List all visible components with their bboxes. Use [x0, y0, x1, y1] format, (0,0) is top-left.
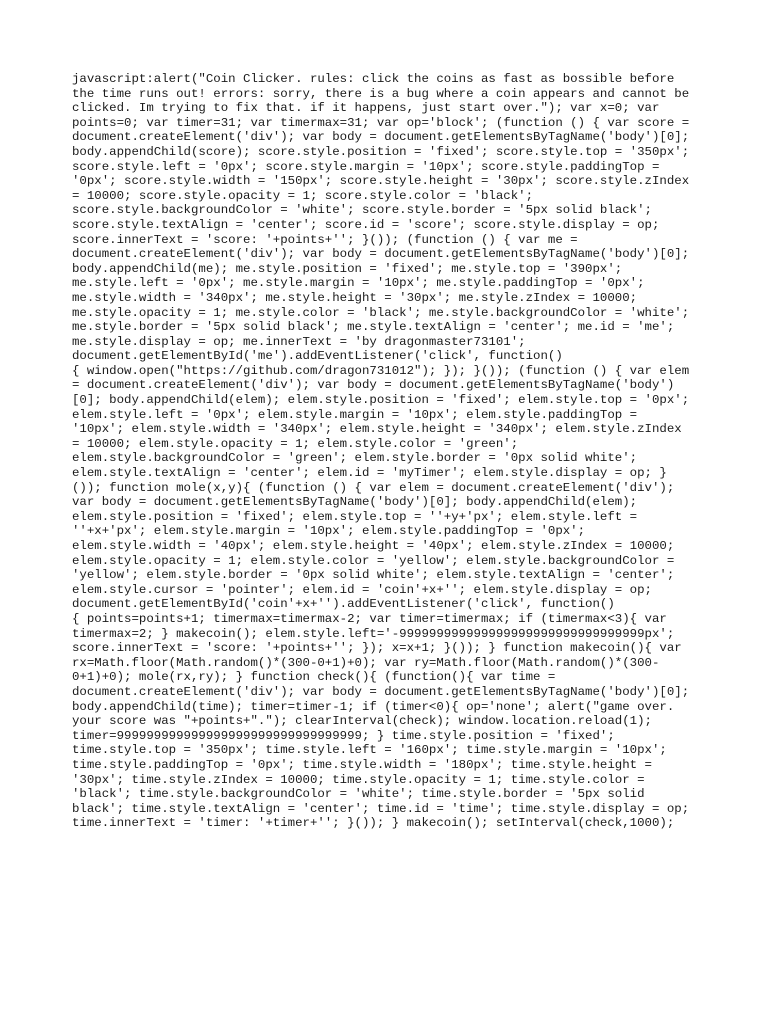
code-line: me.style.left = '0px'; me.style.margin = '10px'; me.style.paddingTop = '0px'; [72, 276, 645, 291]
code-line: timer=999999999999999999999999999999999; } time.style.position = 'fixed'; [72, 728, 615, 743]
code-line: { points=points+1; timermax=timermax-2; var timer=timermax; if (timermax<3){ var [72, 611, 667, 626]
code-line: elem.style.cursor = 'pointer'; elem.id = 'coin'+x+''; elem.style.display = op; [72, 582, 652, 597]
code-line: elem.style.textAlign = 'center'; elem.id = 'myTimer'; elem.style.display = op; } [72, 466, 667, 481]
code-line: document.createElement('div'); var body = document.getElementsByTagName('body')[0]; [72, 130, 690, 145]
code-line: '0px'; score.style.width = '150px'; score.style.height = '30px'; score.style.zIndex [72, 174, 690, 189]
code-line: me.style.opacity = 1; me.style.color = 'black'; me.style.backgroundColor = 'white'; [72, 305, 690, 320]
code-line: '30px'; time.style.zIndex = 10000; time.style.opacity = 1; time.style.color = [72, 772, 645, 787]
code-line: me.style.width = '340px'; me.style.height = '30px'; me.style.zIndex = 10000; [72, 290, 638, 305]
code-line: score.style.left = '0px'; score.style.margin = '10px'; score.style.paddingTop = [72, 159, 660, 174]
code-line: black'; time.style.textAlign = 'center'; time.id = 'time'; time.style.display = op; [72, 801, 690, 816]
code-line: elem.style.width = '40px'; elem.style.height = '40px'; elem.style.zIndex = 10000; [72, 539, 675, 553]
code-line: your score was "+points+"."); clearInterval(check); window.location.reload(1); [72, 714, 652, 729]
code-line: time.style.top = '350px'; time.style.left = '160px'; time.style.margin = '10px'; [72, 743, 667, 758]
code-line: = document.createElement('div'); var body = document.getElementsByTagName('body') [72, 378, 675, 393]
code-line: var body = document.getElementsByTagName('body')[0]; body.appendChild(elem); [72, 495, 638, 510]
bookmarklet-code-text [72, 72, 702, 831]
code-line: me.style.border = '5px solid black'; me.style.textAlign = 'center'; me.id = 'me'; [72, 320, 675, 335]
code-line: timermax=2; } makecoin(); elem.style.left='-999999999999999999999999999999999px'; [72, 626, 675, 641]
code-line: the time runs out! errors: sorry, there is a bug where a coin appears and cannot be [72, 86, 690, 101]
code-line: javascript:alert("Coin Clicker. rules: click the coins as fast as bossible before [72, 72, 675, 86]
code-line: clicked. Im trying to fix that. if it happens, just start over."); var x=0; var [72, 101, 660, 116]
code-line: elem.style.opacity = 1; elem.style.color = 'yellow'; elem.style.backgroundColor = [72, 553, 675, 568]
code-line: document.createElement('div'); var body = document.getElementsByTagName('body')[0]; [72, 247, 690, 262]
code-line: [0]; body.appendChild(elem); elem.style.position = 'fixed'; elem.style.top = '0px'; [72, 393, 690, 408]
code-line: elem.style.backgroundColor = 'green'; elem.style.border = '0px solid white'; [72, 451, 638, 466]
code-line: time.style.paddingTop = '0px'; time.style.width = '180px'; time.style.height = [72, 757, 652, 772]
code-line: document.getElementById('me').addEventListener('click', function() [72, 349, 563, 364]
code-line: document.createElement('div'); var body = document.getElementsByTagName('body')[0]; [72, 684, 690, 699]
code-line: body.appendChild(time); timer=timer-1; if (timer<0){ op='none'; alert("game over. [72, 699, 675, 714]
code-line: 'yellow'; elem.style.border = '0px solid white'; elem.style.textAlign = 'center'; [72, 568, 675, 583]
code-line: body.appendChild(me); me.style.position = 'fixed'; me.style.top = '390px'; [72, 261, 623, 276]
code-line: time.innerText = 'timer: '+timer+''; }()); } makecoin(); setInterval(check,1000); [72, 816, 675, 831]
code-line: document.getElementById('coin'+x+'').addEventListener('click', function() [72, 597, 615, 612]
code-line: score.innerText = 'score: '+points+''; }()); (function () { var me = [72, 232, 578, 247]
code-line: elem.style.left = '0px'; elem.style.margin = '10px'; elem.style.paddingTop = [72, 407, 638, 422]
code-line: = 10000; score.style.opacity = 1; score.style.color = 'black'; [72, 188, 534, 203]
code-line: me.style.display = op; me.innerText = 'by dragonmaster73101'; [72, 334, 526, 349]
code-line: 'black'; time.style.backgroundColor = 'white'; time.style.border = '5px solid [72, 787, 645, 802]
code-line: '10px'; elem.style.width = '340px'; elem.style.height = '340px'; elem.style.zIndex [72, 422, 682, 437]
code-line: { window.open("https://github.com/dragon731012"); }); }()); (function () { var elem [72, 363, 690, 378]
code-line: ''+x+'px'; elem.style.margin = '10px'; elem.style.paddingTop = '0px'; [72, 524, 586, 539]
code-line: score.style.backgroundColor = 'white'; score.style.border = '5px solid black'; [72, 203, 652, 218]
code-line: 0+1)+0); mole(rx,ry); } function check(){ (function(){ var time = [72, 670, 556, 685]
code-line: points=0; var timer=31; var timermax=31; var op='block'; (function () { var score = [72, 115, 690, 130]
code-line: score.style.textAlign = 'center'; score.id = 'score'; score.style.display = op; [72, 217, 660, 232]
code-line: rx=Math.floor(Math.random()*(300-0+1)+0); var ry=Math.floor(Math.random()*(300- [72, 655, 660, 670]
code-line: ()); function mole(x,y){ (function () { var elem = document.createElement('div'); [72, 480, 675, 495]
code-line: body.appendChild(score); score.style.position = 'fixed'; score.style.top = '350px'; [72, 144, 690, 159]
code-line: elem.style.position = 'fixed'; elem.style.top = ''+y+'px'; elem.style.left = [72, 509, 638, 524]
code-line: = 10000; elem.style.opacity = 1; elem.style.color = 'green'; [72, 436, 519, 451]
code-line: score.innerText = 'score: '+points+''; }); x=x+1; }()); } function makecoin(){ var [72, 641, 682, 656]
